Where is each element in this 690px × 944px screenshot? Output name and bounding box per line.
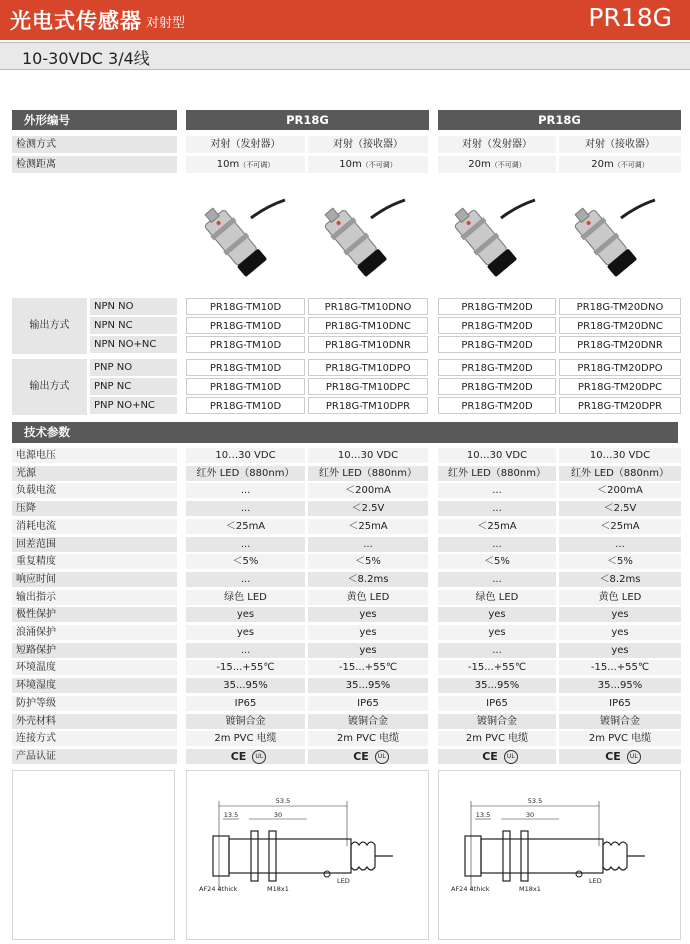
nut-label: AF24 4thick xyxy=(199,885,238,893)
npn-model: PR18G-TM10D xyxy=(186,317,305,334)
tech-label: 响应时间 xyxy=(12,572,177,587)
cert-logos xyxy=(186,749,305,764)
pnp-model: PR18G-TM10DPR xyxy=(308,397,428,414)
tech-value: 红外 LED（880nm） xyxy=(186,466,305,481)
ul-mark-icon: UL xyxy=(375,750,389,764)
row-value xyxy=(186,136,305,153)
tech-value: 镀铜合金 xyxy=(308,714,428,729)
tech-value: ＜8.2ms xyxy=(559,572,681,587)
tech-value: ＜2.5V xyxy=(559,501,681,516)
tech-value: yes xyxy=(438,607,556,622)
sensor-photo xyxy=(563,192,658,282)
tech-value: ... xyxy=(186,501,305,516)
row-value xyxy=(308,136,428,153)
npn-model: PR18G-TM10DNC xyxy=(308,317,428,334)
tech-label: 负载电流 xyxy=(12,483,177,498)
distance-note: （不可调） xyxy=(361,161,397,169)
npn-model: PR18G-TM10DNR xyxy=(308,336,428,353)
pnp-model: PR18G-TM20D xyxy=(438,359,556,376)
ce-mark-icon: CE xyxy=(353,749,369,763)
pnp-model: PR18G-TM20D xyxy=(438,397,556,414)
tech-value: 10…30 VDC xyxy=(308,448,428,463)
row-value xyxy=(559,136,681,153)
row-value xyxy=(438,136,556,153)
pnp-type: PNP NO xyxy=(90,359,177,376)
sensor-photo xyxy=(443,192,538,282)
pnp-model: PR18G-TM20DPO xyxy=(559,359,681,376)
row-value-text: 对射（接收器） xyxy=(333,139,403,150)
cert-logos xyxy=(559,749,681,764)
ce-mark-icon: CE xyxy=(230,749,247,763)
npn-model: PR18G-TM20DNC xyxy=(559,317,681,334)
row-label: 检测距离 xyxy=(12,156,177,173)
tech-value: -15...+55℃ xyxy=(308,660,428,675)
pnp-output-label: 输出方式 xyxy=(12,359,87,415)
tech-label: 输出指示 xyxy=(12,590,177,605)
tech-value: 黄色 LED xyxy=(308,590,428,605)
tech-value: ... xyxy=(559,537,681,552)
npn-type: NPN NO xyxy=(90,298,177,315)
row-value-text: 20m xyxy=(591,159,614,170)
tech-value: -15...+55℃ xyxy=(559,660,681,675)
cert-label: 产品认证 xyxy=(12,749,177,764)
ul-mark-icon: UL xyxy=(252,750,266,764)
tech-label: 短路保护 xyxy=(12,643,177,658)
tech-value: 35...95% xyxy=(308,678,428,693)
ce-mark-icon: CE xyxy=(482,749,498,763)
distance-note: （不可调） xyxy=(490,161,526,169)
tech-value: ＜2.5V xyxy=(308,501,428,516)
model-name: PR18G xyxy=(588,3,672,32)
row-value xyxy=(186,156,305,173)
row-value xyxy=(559,156,681,173)
page-title: 光电式传感器 xyxy=(10,9,142,33)
group-header-1: PR18G xyxy=(186,110,429,130)
tech-value: ... xyxy=(186,537,305,552)
row-value xyxy=(438,156,556,173)
tech-value: ... xyxy=(438,572,556,587)
dimension-drawing-svg-2 xyxy=(439,771,680,939)
tech-value: ＜25mA xyxy=(438,519,556,534)
sensor-photo xyxy=(193,192,288,282)
tech-value: 红外 LED（880nm） xyxy=(559,466,681,481)
tech-value: 红外 LED（880nm） xyxy=(438,466,556,481)
npn-model: PR18G-TM10D xyxy=(186,336,305,353)
tech-value: ＜25mA xyxy=(186,519,305,534)
tech-value: ＜5% xyxy=(559,554,681,569)
tech-params-title: 技术参数 xyxy=(12,422,678,443)
tech-label: 光源 xyxy=(12,466,177,481)
header-bar xyxy=(0,0,690,40)
tech-label: 极性保护 xyxy=(12,607,177,622)
tech-value: yes xyxy=(559,643,681,658)
tech-value: 10…30 VDC xyxy=(438,448,556,463)
npn-model: PR18G-TM20DNO xyxy=(559,298,681,315)
cert-logos xyxy=(308,749,428,764)
row-value-text: 对射（接收器） xyxy=(585,139,655,150)
ul-mark-icon: UL xyxy=(504,750,518,764)
tech-value: IP65 xyxy=(308,696,428,711)
tech-value: -15...+55℃ xyxy=(186,660,305,675)
tech-value: ... xyxy=(186,643,305,658)
npn-model: PR18G-TM10DNO xyxy=(308,298,428,315)
nut-label-2: AF24 4thick xyxy=(451,885,490,893)
sensor-photo xyxy=(313,192,408,282)
npn-type: NPN NC xyxy=(90,317,177,334)
tech-value: ... xyxy=(186,572,305,587)
tech-value: 2m PVC 电缆 xyxy=(559,731,681,746)
tech-value: yes xyxy=(308,607,428,622)
tech-value: ... xyxy=(438,501,556,516)
pnp-type: PNP NO+NC xyxy=(90,397,177,414)
group-header-2: PR18G xyxy=(438,110,681,130)
tech-label: 防护等级 xyxy=(12,696,177,711)
dimension-drawing-1 xyxy=(186,770,429,940)
led-label: LED xyxy=(337,877,350,885)
ul-mark-icon: UL xyxy=(627,750,641,764)
distance-note: （不可调） xyxy=(239,161,275,169)
pnp-model: PR18G-TM20DPC xyxy=(559,378,681,395)
dimension-drawing-svg xyxy=(187,771,428,939)
pnp-model: PR18G-TM20DPR xyxy=(559,397,681,414)
tech-label: 浪涌保护 xyxy=(12,625,177,640)
tech-value: IP65 xyxy=(559,696,681,711)
row-label: 检测方式 xyxy=(12,136,177,153)
tech-value: 黄色 LED xyxy=(559,590,681,605)
tech-value: ＜5% xyxy=(438,554,556,569)
npn-model: PR18G-TM10D xyxy=(186,298,305,315)
tech-value: ... xyxy=(438,643,556,658)
tech-value: 镀铜合金 xyxy=(186,714,305,729)
npn-type: NPN NO+NC xyxy=(90,336,177,353)
tech-label: 外壳材料 xyxy=(12,714,177,729)
tech-value: 镀铜合金 xyxy=(559,714,681,729)
tech-label: 压降 xyxy=(12,501,177,516)
thread-label-2: M18x1 xyxy=(519,885,541,893)
npn-model: PR18G-TM20D xyxy=(438,317,556,334)
tech-value: 10…30 VDC xyxy=(186,448,305,463)
tech-value: 2m PVC 电缆 xyxy=(186,731,305,746)
tech-value: 35...95% xyxy=(559,678,681,693)
npn-model: PR18G-TM20D xyxy=(438,298,556,315)
row-value xyxy=(308,156,428,173)
tech-value: yes xyxy=(438,625,556,640)
tech-label: 重复精度 xyxy=(12,554,177,569)
tech-value: 红外 LED（880nm） xyxy=(308,466,428,481)
tech-value: ＜200mA xyxy=(308,483,428,498)
tech-value: 绿色 LED xyxy=(438,590,556,605)
tech-value: 2m PVC 电缆 xyxy=(308,731,428,746)
row-value-text: 对射（发射器） xyxy=(462,139,532,150)
blank-panel xyxy=(12,770,175,940)
tech-label: 消耗电流 xyxy=(12,519,177,534)
row-value-text: 10m xyxy=(339,159,362,170)
shape-label: 外形编号 xyxy=(12,110,177,130)
tech-value: 2m PVC 电缆 xyxy=(438,731,556,746)
tech-value: 35...95% xyxy=(438,678,556,693)
tech-value: ... xyxy=(438,537,556,552)
tech-value: -15...+55℃ xyxy=(438,660,556,675)
tech-value: 10…30 VDC xyxy=(559,448,681,463)
pnp-model: PR18G-TM10DPO xyxy=(308,359,428,376)
tech-value: ＜5% xyxy=(308,554,428,569)
tech-value: ＜200mA xyxy=(559,483,681,498)
tech-value: yes xyxy=(186,625,305,640)
tech-label: 电源电压 xyxy=(12,448,177,463)
npn-model: PR18G-TM20D xyxy=(438,336,556,353)
distance-note: （不可调） xyxy=(613,161,649,169)
dim-b-2: 30 xyxy=(525,811,535,819)
tech-value: ... xyxy=(186,483,305,498)
dim-a-2: 13.5 xyxy=(475,811,491,819)
dim-a: 13.5 xyxy=(223,811,239,819)
row-value-text: 对射（发射器） xyxy=(210,139,281,150)
tech-label: 连接方式 xyxy=(12,731,177,746)
tech-value: yes xyxy=(186,607,305,622)
row-value-text: 10m xyxy=(216,159,240,170)
tech-value: yes xyxy=(308,643,428,658)
npn-model: PR18G-TM20DNR xyxy=(559,336,681,353)
pnp-model: PR18G-TM20D xyxy=(438,378,556,395)
pnp-model: PR18G-TM10D xyxy=(186,378,305,395)
pnp-model: PR18G-TM10DPC xyxy=(308,378,428,395)
pnp-type: PNP NC xyxy=(90,378,177,395)
voltage-spec: 10-30VDC 3/4线 xyxy=(22,49,150,68)
tech-value: ＜5% xyxy=(186,554,305,569)
sub-header xyxy=(0,42,690,70)
npn-output-label: 输出方式 xyxy=(12,298,87,354)
tech-value: yes xyxy=(308,625,428,640)
tech-value: ... xyxy=(438,483,556,498)
pnp-model: PR18G-TM10D xyxy=(186,397,305,414)
tech-value: ... xyxy=(308,537,428,552)
ce-mark-icon: CE xyxy=(605,749,621,763)
tech-value: ＜8.2ms xyxy=(308,572,428,587)
tech-value: 镀铜合金 xyxy=(438,714,556,729)
dim-total: 53.5 xyxy=(275,797,291,805)
tech-label: 回差范围 xyxy=(12,537,177,552)
page-subtitle: 对射型 xyxy=(146,16,186,31)
tech-value: ＜25mA xyxy=(308,519,428,534)
tech-value: yes xyxy=(559,607,681,622)
cert-logos xyxy=(438,749,556,764)
tech-value: IP65 xyxy=(438,696,556,711)
tech-value: yes xyxy=(559,625,681,640)
dim-b: 30 xyxy=(273,811,283,819)
led-label-2: LED xyxy=(589,877,602,885)
tech-value: ＜25mA xyxy=(559,519,681,534)
tech-value: IP65 xyxy=(186,696,305,711)
tech-label: 环境温度 xyxy=(12,660,177,675)
dimension-drawing-2 xyxy=(438,770,681,940)
row-value-text: 20m xyxy=(468,159,491,170)
tech-label: 环境湿度 xyxy=(12,678,177,693)
tech-value: 绿色 LED xyxy=(186,590,305,605)
dim-total-2: 53.5 xyxy=(527,797,543,805)
tech-value: 35...95% xyxy=(186,678,305,693)
thread-label: M18x1 xyxy=(267,885,289,893)
pnp-model: PR18G-TM10D xyxy=(186,359,305,376)
